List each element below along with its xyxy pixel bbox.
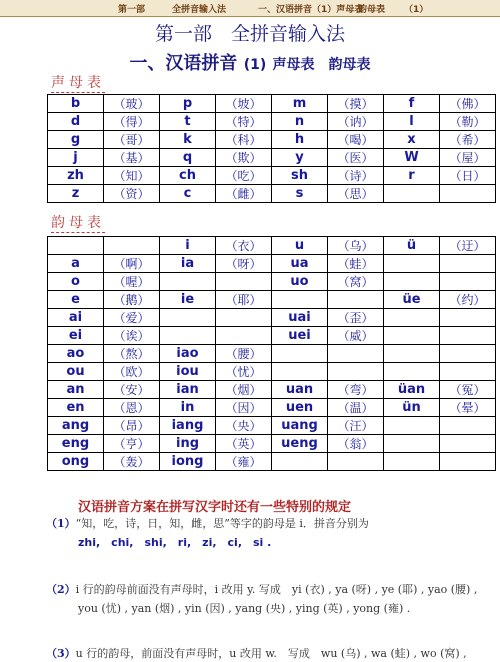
example-character xyxy=(328,345,384,363)
pinyin-letter: ün xyxy=(384,399,440,417)
shengmu_rows-row xyxy=(48,149,496,167)
page-title: 第一部 全拼音输入法 xyxy=(154,23,345,45)
pinyin-letter xyxy=(160,273,216,291)
pinyin-letter: uo xyxy=(272,273,328,291)
pinyin-letter xyxy=(384,273,440,291)
example-character: （烟） xyxy=(216,381,272,399)
pinyin-letter: an xyxy=(48,381,104,399)
rule-1 xyxy=(46,515,369,531)
pinyin-letter: z xyxy=(48,185,104,203)
example-character: （坡） xyxy=(216,95,272,113)
header-subsection: 韵母表 xyxy=(358,5,386,15)
header-page: （1） xyxy=(404,5,429,15)
example-character: （日） xyxy=(440,167,496,185)
pinyin-letter: f xyxy=(384,95,440,113)
example-character: （亨） xyxy=(104,435,160,453)
header-section: 一、汉语拼音（1）声母表 xyxy=(258,5,364,15)
example-character: （勒） xyxy=(440,113,496,131)
shengmu-label: 声母表 xyxy=(51,72,105,93)
shengmu_rows-row xyxy=(48,131,496,149)
example-character xyxy=(440,185,496,203)
pinyin-letter: q xyxy=(160,149,216,167)
subtitle-main: 一、汉语拼音 xyxy=(129,53,238,74)
pinyin-letter: sh xyxy=(272,167,328,185)
pinyin-letter xyxy=(384,185,440,203)
pinyin-letter: ua xyxy=(272,255,328,273)
pinyin-letter xyxy=(384,453,440,471)
example-character: （啊） xyxy=(104,255,160,273)
example-character: （得） xyxy=(104,113,160,131)
pinyin-letter: uang xyxy=(272,417,328,435)
example-character: （约） xyxy=(440,291,496,309)
example-character: （歪） xyxy=(328,309,384,327)
yunmu_rows-row xyxy=(48,381,496,399)
pinyin-letter: u xyxy=(272,237,328,255)
rule-2-line2: you (忧) , yan (烟) , yin (因) , yang (央) , ying (英) , yong (雍) . xyxy=(78,602,411,615)
pinyin-letter: ia xyxy=(160,255,216,273)
example-character: （诶） xyxy=(104,327,160,345)
yunmu_rows-row xyxy=(48,345,496,363)
example-character: （特） xyxy=(216,113,272,131)
pinyin-letter: n xyxy=(272,113,328,131)
rule-2 xyxy=(46,581,477,597)
pinyin-letter xyxy=(272,345,328,363)
yunmu_rows-row xyxy=(48,237,496,255)
pinyin-letter: a xyxy=(48,255,104,273)
rule-1-num: （1） xyxy=(46,517,76,530)
example-character: （汪） xyxy=(328,417,384,435)
yunmu_rows-row xyxy=(48,363,496,381)
pinyin-letter xyxy=(384,417,440,435)
pinyin-letter: c xyxy=(160,185,216,203)
rule-1-line2: zhi, chi, shi, ri, zi, ci, si . xyxy=(78,536,272,549)
example-character: （冤） xyxy=(440,381,496,399)
pinyin-letter: iong xyxy=(160,453,216,471)
example-character: （佛） xyxy=(440,95,496,113)
example-character: （威） xyxy=(328,327,384,345)
rule-1-text: “知，吃，诗，日，知，雌，思”等字的韵母是 i．拼音分别为 xyxy=(75,517,369,530)
rule-3 xyxy=(46,645,467,661)
pinyin-letter: ei xyxy=(48,327,104,345)
example-character xyxy=(216,273,272,291)
example-character: （衣） xyxy=(216,237,272,255)
example-character xyxy=(440,363,496,381)
shengmu_rows-row xyxy=(48,185,496,203)
example-character: （窝） xyxy=(328,273,384,291)
pinyin-letter: zh xyxy=(48,167,104,185)
example-character: （喝） xyxy=(328,131,384,149)
example-character: （欧） xyxy=(104,363,160,381)
pinyin-letter: iang xyxy=(160,417,216,435)
example-character: （基） xyxy=(104,149,160,167)
rule-3-text: u 行的韵母，前面没有声母时，u 改用 w. 写成 wu (乌) , wa (蛙) , wo (窝) , xyxy=(75,647,467,660)
example-character: （雍） xyxy=(216,453,272,471)
pinyin-letter: en xyxy=(48,399,104,417)
shengmu_rows-row xyxy=(48,95,496,113)
pinyin-letter: ang xyxy=(48,417,104,435)
example-character xyxy=(328,363,384,381)
pinyin-letter: in xyxy=(160,399,216,417)
pinyin-letter: d xyxy=(48,113,104,131)
example-character: （讷） xyxy=(328,113,384,131)
example-character: （喔） xyxy=(104,273,160,291)
pinyin-letter: W xyxy=(384,149,440,167)
pinyin-letter xyxy=(384,435,440,453)
example-character: （知） xyxy=(104,167,160,185)
pinyin-letter: iao xyxy=(160,345,216,363)
yunmu_rows-row xyxy=(48,309,496,327)
example-character xyxy=(440,327,496,345)
pinyin-letter xyxy=(384,255,440,273)
yunmu_rows-row xyxy=(48,291,496,309)
subtitle-tail: 声母表 韵母表 xyxy=(272,57,371,73)
example-character: （爱） xyxy=(104,309,160,327)
pinyin-letter: r xyxy=(384,167,440,185)
example-character: （腰） xyxy=(216,345,272,363)
pinyin-letter: uei xyxy=(272,327,328,345)
pinyin-letter: k xyxy=(160,131,216,149)
example-character: （弯） xyxy=(328,381,384,399)
example-character xyxy=(328,291,384,309)
example-character: （吃） xyxy=(216,167,272,185)
pinyin-letter: ü xyxy=(384,237,440,255)
pinyin-letter: uai xyxy=(272,309,328,327)
pinyin-letter: h xyxy=(272,131,328,149)
example-character: （鹅） xyxy=(104,291,160,309)
pinyin-letter: ing xyxy=(160,435,216,453)
example-character: （屋） xyxy=(440,149,496,167)
example-character: （思） xyxy=(328,185,384,203)
pinyin-letter xyxy=(160,327,216,345)
example-character: （呀） xyxy=(216,255,272,273)
example-character xyxy=(328,453,384,471)
pinyin-letter: j xyxy=(48,149,104,167)
example-character xyxy=(440,273,496,291)
rule-3-num: （3） xyxy=(46,647,76,660)
example-character xyxy=(440,255,496,273)
example-character: （希） xyxy=(440,131,496,149)
pinyin-letter: l xyxy=(384,113,440,131)
yunmu_rows-row xyxy=(48,273,496,291)
pinyin-letter: iou xyxy=(160,363,216,381)
pinyin-letter: ueng xyxy=(272,435,328,453)
pinyin-letter: uan xyxy=(272,381,328,399)
pinyin-letter: ai xyxy=(48,309,104,327)
pinyin-letter: ian xyxy=(160,381,216,399)
pinyin-letter: m xyxy=(272,95,328,113)
example-character xyxy=(104,237,160,255)
example-character: （医） xyxy=(328,149,384,167)
pinyin-letter: ch xyxy=(160,167,216,185)
example-character: （玻） xyxy=(104,95,160,113)
rules-title: 汉语拼音方案在拼写汉字时还有一些特别的规定 xyxy=(78,500,352,515)
pinyin-letter xyxy=(384,327,440,345)
pinyin-letter: ie xyxy=(160,291,216,309)
pinyin-letter: eng xyxy=(48,435,104,453)
example-character: （诗） xyxy=(328,167,384,185)
example-character xyxy=(440,435,496,453)
example-character: （哥） xyxy=(104,131,160,149)
pinyin-letter: i xyxy=(160,237,216,255)
pinyin-letter: x xyxy=(384,131,440,149)
example-character: （翁） xyxy=(328,435,384,453)
yunmu-table xyxy=(47,236,496,471)
pinyin-letter: g xyxy=(48,131,104,149)
yunmu-label: 韵母表 xyxy=(51,212,105,233)
yunmu_rows-row xyxy=(48,435,496,453)
yunmu_rows-row xyxy=(48,255,496,273)
example-character: （乌） xyxy=(328,237,384,255)
pinyin-letter: o xyxy=(48,273,104,291)
example-character: （蛙） xyxy=(328,255,384,273)
example-character xyxy=(216,309,272,327)
pinyin-letter: üe xyxy=(384,291,440,309)
pinyin-letter xyxy=(272,453,328,471)
pinyin-letter xyxy=(272,363,328,381)
rule-2-text: i 行的韵母前面没有声母时，i 改用 y. 写成 yi (衣) , ya (呀) , ye (耶) , yao (腰) , xyxy=(75,583,478,596)
example-character: （轰） xyxy=(104,453,160,471)
example-character: （英） xyxy=(216,435,272,453)
pinyin-letter: üan xyxy=(384,381,440,399)
shengmu-table xyxy=(47,94,496,203)
example-character: （晕） xyxy=(440,399,496,417)
shengmu_rows-row xyxy=(48,113,496,131)
example-character: （因） xyxy=(216,399,272,417)
header-part-title: 全拼音输入法 xyxy=(172,5,227,15)
yunmu_rows-row xyxy=(48,327,496,345)
example-character: （欺） xyxy=(216,149,272,167)
yunmu_rows-row xyxy=(48,453,496,471)
header-part: 第一部 xyxy=(118,5,146,15)
example-character xyxy=(440,309,496,327)
pinyin-letter: p xyxy=(160,95,216,113)
example-character xyxy=(440,345,496,363)
example-character: （迂） xyxy=(440,237,496,255)
example-character xyxy=(216,327,272,345)
pinyin-letter xyxy=(384,345,440,363)
example-character: （摸） xyxy=(328,95,384,113)
pinyin-letter xyxy=(272,291,328,309)
example-character: （雌） xyxy=(216,185,272,203)
example-character: （资） xyxy=(104,185,160,203)
yunmu_rows-row xyxy=(48,399,496,417)
pinyin-letter: t xyxy=(160,113,216,131)
pinyin-letter: e xyxy=(48,291,104,309)
yunmu_rows-row xyxy=(48,417,496,435)
example-character: （熬） xyxy=(104,345,160,363)
pinyin-letter: y xyxy=(272,149,328,167)
example-character: （昂） xyxy=(104,417,160,435)
shengmu_rows-row xyxy=(48,167,496,185)
example-character: （央） xyxy=(216,417,272,435)
example-character: （耶） xyxy=(216,291,272,309)
example-character: （温） xyxy=(328,399,384,417)
pinyin-letter: ao xyxy=(48,345,104,363)
subtitle-num: (1) xyxy=(243,57,267,73)
pinyin-letter: uen xyxy=(272,399,328,417)
pinyin-letter xyxy=(48,237,104,255)
example-character: （恩） xyxy=(104,399,160,417)
example-character xyxy=(440,453,496,471)
example-character: （安） xyxy=(104,381,160,399)
pinyin-letter: ou xyxy=(48,363,104,381)
example-character: （科） xyxy=(216,131,272,149)
page-header-bar xyxy=(0,0,500,17)
pinyin-letter xyxy=(160,309,216,327)
pinyin-letter: s xyxy=(272,185,328,203)
pinyin-letter xyxy=(384,309,440,327)
example-character: （忧） xyxy=(216,363,272,381)
pinyin-letter xyxy=(384,363,440,381)
rule-2-num: （2） xyxy=(46,583,76,596)
example-character xyxy=(440,417,496,435)
pinyin-letter: b xyxy=(48,95,104,113)
pinyin-letter: ong xyxy=(48,453,104,471)
